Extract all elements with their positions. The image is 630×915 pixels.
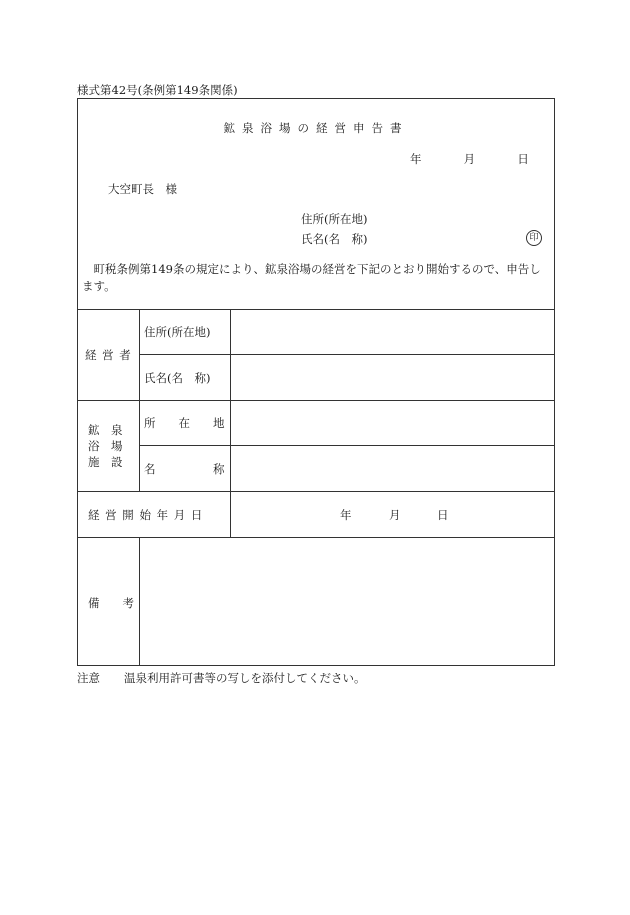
start-date-field[interactable]	[231, 492, 554, 537]
submission-date	[410, 151, 529, 167]
form-id: 様式第42号(条例第149条関係)	[77, 83, 238, 97]
seal-mark: 印	[526, 230, 542, 246]
addressee: 大空町長 様	[108, 182, 177, 196]
note	[77, 670, 366, 686]
remarks-field[interactable]	[140, 538, 554, 666]
form-title: 鉱泉浴場の経営申告書	[223, 121, 409, 135]
form-frame	[77, 98, 555, 666]
facility-location-label: 所 在 地	[144, 416, 225, 430]
start-date-label: 経 営 開 始 年 月 日	[88, 508, 204, 522]
operator-name-field[interactable]	[231, 355, 554, 400]
note-label: 注意	[77, 671, 100, 685]
date-month: 月	[463, 152, 476, 166]
remarks-label: 備 考	[88, 596, 134, 610]
start-day: 日	[437, 508, 449, 522]
start-month: 月	[389, 508, 401, 522]
date-day: 日	[517, 152, 529, 166]
start-year: 年	[340, 508, 352, 522]
facility-label-3: 施 設	[88, 455, 123, 469]
declaration-text: 町税条例第149条の規定により、鉱泉浴場の経営を下記のとおり開始するので、申告します。	[82, 262, 541, 293]
operator-address-field[interactable]	[231, 310, 554, 354]
operator-name-label: 氏名(名 称)	[144, 371, 211, 385]
applicant-address-label: 住所(所在地)	[301, 212, 368, 226]
operator-address-label: 住所(所在地)	[144, 325, 211, 339]
note-text: 温泉利用許可書等の写しを添付してください。	[124, 671, 366, 685]
applicant-name-label: 氏名(名 称)	[301, 232, 368, 246]
facility-name-field[interactable]	[231, 446, 554, 491]
facility-label-1: 鉱 泉	[88, 423, 123, 437]
facility-label-2: 浴 場	[88, 439, 123, 453]
facility-location-field[interactable]	[231, 401, 554, 445]
facility-name-label: 名 称	[144, 462, 225, 476]
date-year: 年	[410, 152, 422, 166]
label-column-line	[139, 309, 140, 491]
operator-label: 経 営 者	[85, 348, 132, 362]
